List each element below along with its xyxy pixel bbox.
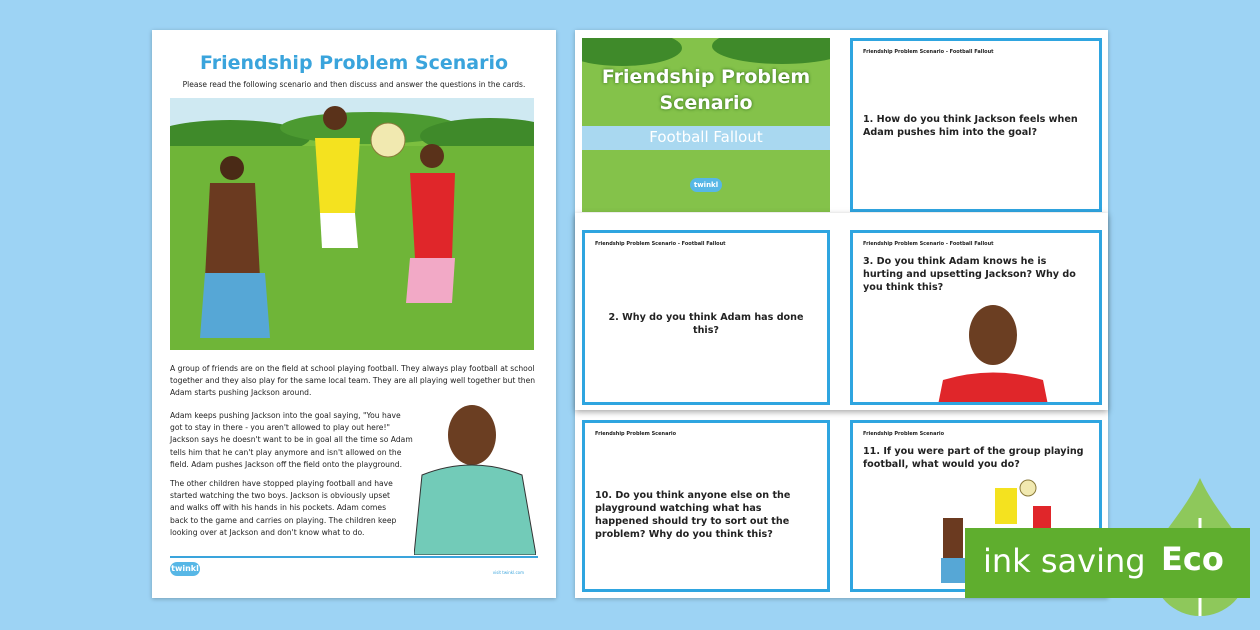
jackson-illustration	[414, 395, 536, 555]
worksheet-title: Friendship Problem Scenario	[199, 52, 509, 74]
card-question: 2. Why do you think Adam has done this?	[608, 312, 804, 336]
title-card	[582, 38, 830, 212]
card-header: Friendship Problem Scenario - Football Fallout	[863, 241, 994, 247]
football-scene-illustration	[170, 98, 534, 350]
card-question: 3. Do you think Adam knows he is hurting and upsetting Jackson? Why do you think this?	[863, 256, 1076, 293]
card-header: Friendship Problem Scenario - Football Fallout	[595, 241, 726, 247]
card-header: Friendship Problem Scenario	[863, 431, 945, 437]
question-card	[582, 420, 830, 592]
scenario-paragraph: A group of friends are on the field at school playing football. They always play football at school together and they also play for the same local team. They are all playing well together but then Adam starts pushing Jackson around.	[170, 364, 536, 398]
card-question: 1. How do you think Jackson feels when Adam pushes him into the goal?	[863, 114, 1078, 138]
worksheet-page	[152, 30, 556, 598]
twinkl-logo: twinkl	[690, 178, 722, 192]
card-question: 10. Do you think anyone else on the playground watching what has happened should try to sort out the problem? Why do you think this?	[595, 490, 791, 540]
ink-saving-badge	[965, 528, 1250, 598]
banner-title: Friendship Problem Scenario	[601, 66, 811, 114]
ink-saving-label: ink saving	[983, 542, 1146, 580]
worksheet-instructions: Please read the following scenario and then discuss and answer the questions in the cards.	[182, 80, 526, 89]
question-card	[850, 230, 1102, 405]
cards-sheet	[575, 30, 1108, 598]
card-question: 11. If you were part of the group playing football, what would you do?	[863, 446, 1084, 470]
footer-divider	[170, 556, 538, 558]
adam-illustration	[933, 295, 1053, 405]
footer-url: visit twinkl.com	[492, 570, 524, 575]
card-header: Friendship Problem Scenario - Football Fallout	[863, 49, 994, 55]
twinkl-logo: twinkl	[170, 562, 200, 576]
middle-sheet	[575, 213, 1108, 410]
card-header: Friendship Problem Scenario	[595, 431, 677, 437]
scenario-paragraph: The other children have stopped playing football and have started watching the two boys. Jackson is obviously upset and walks off with his hands in his pockets. Adam comes back to the game and carries on playing. The children keep looking over at Jackson and don't know what to do.	[170, 479, 397, 537]
scenario-paragraph: Adam keeps pushing Jackson into the goal saying, "You have got to stay in there - you aren't allowed to play out here!" Jackson says he doesn't want to be in goal all the time so Adam tells him that he can't play anymore and isn't allowed on the field. Adam pushes Jackson off the field onto the playground.	[170, 411, 413, 469]
question-card	[850, 38, 1102, 212]
banner-subtitle: Football Fallout	[649, 128, 763, 146]
question-card	[582, 230, 830, 405]
eco-label: Eco	[1161, 540, 1224, 578]
